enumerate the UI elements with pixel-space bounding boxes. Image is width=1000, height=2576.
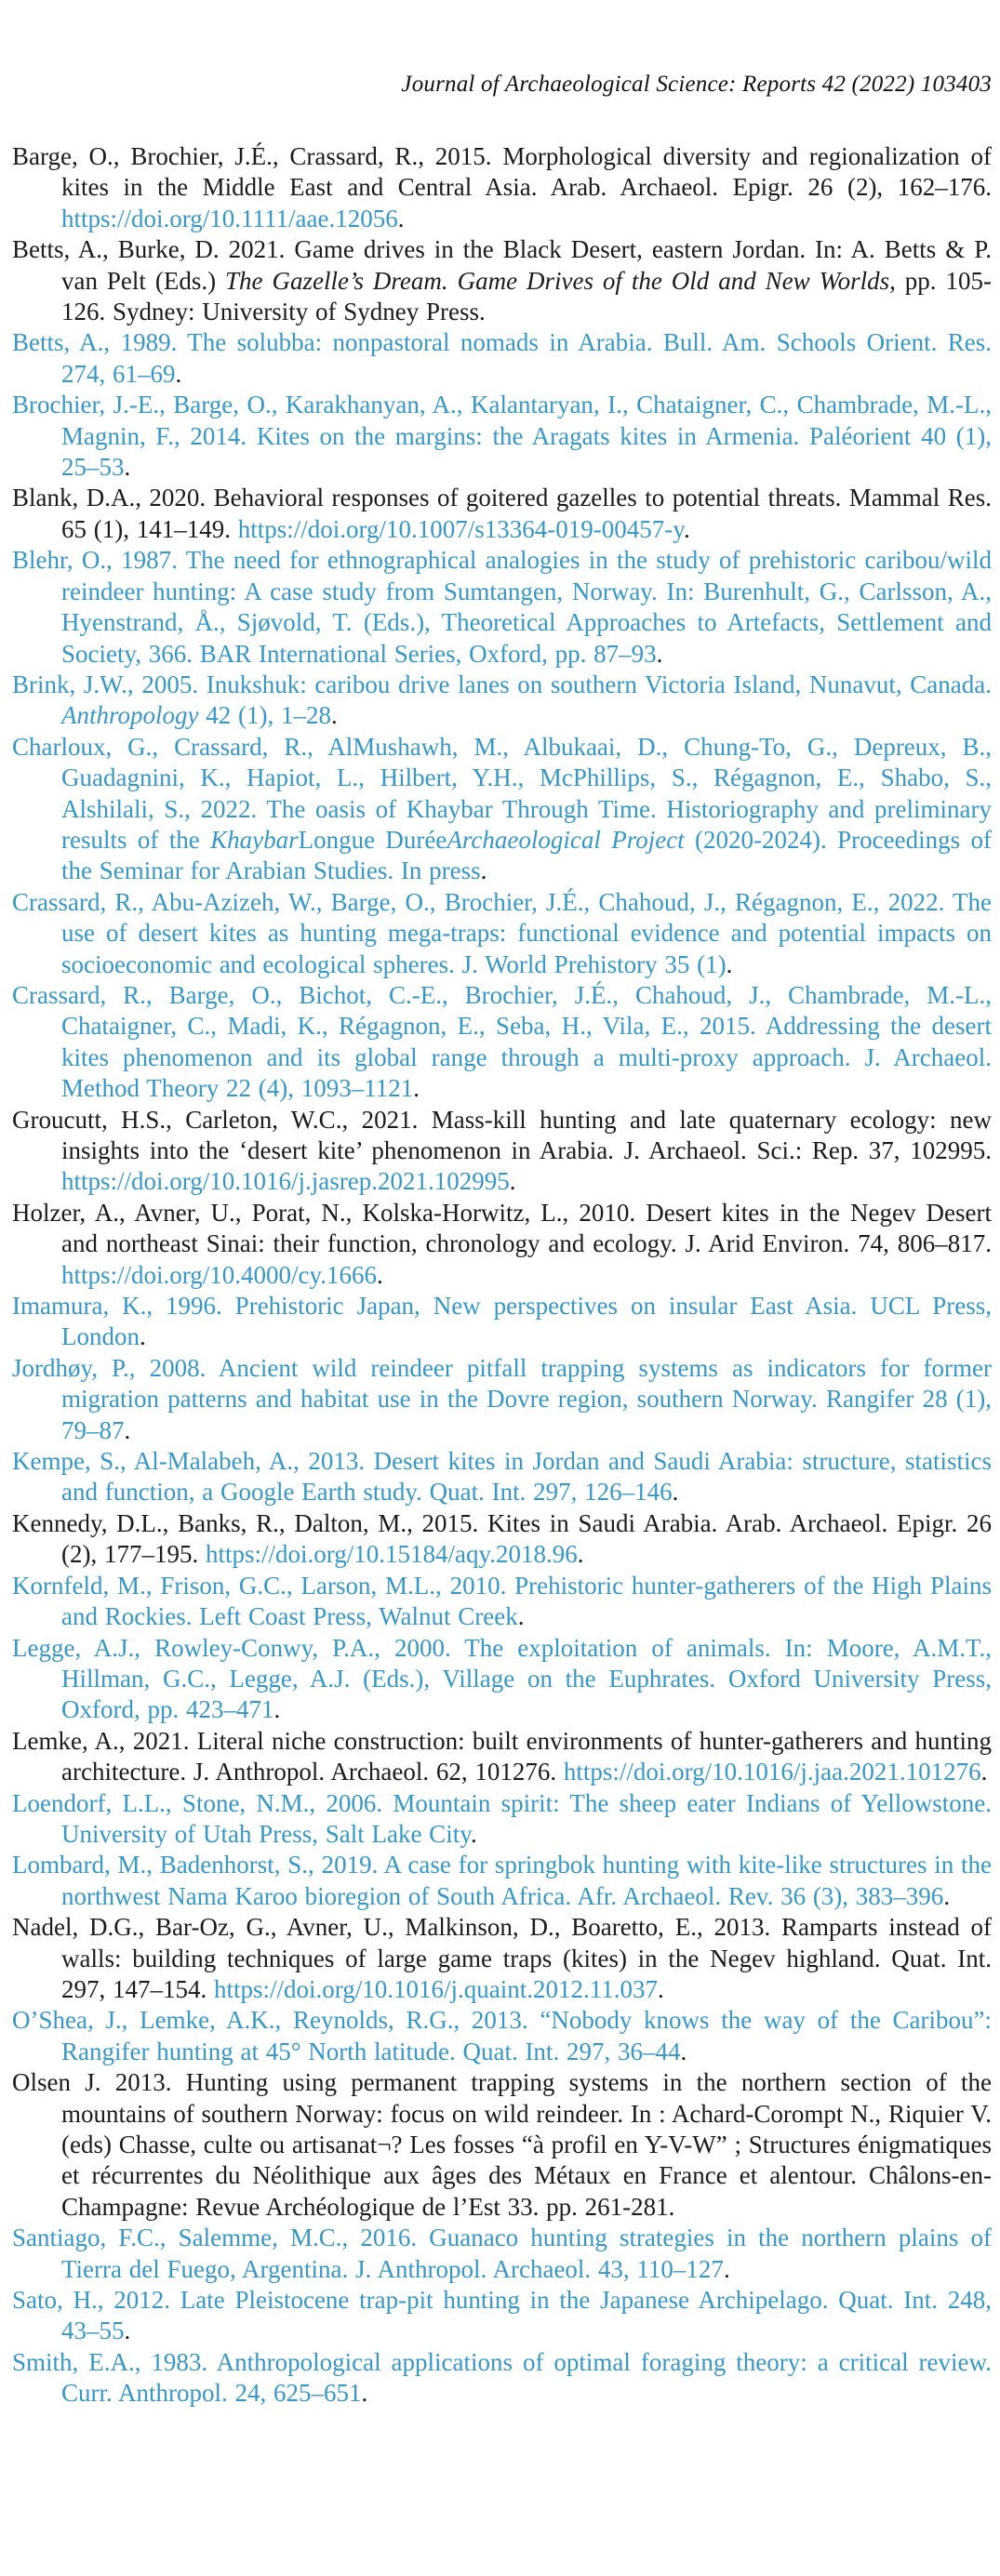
reference-text: . [124, 1415, 131, 1444]
reference-text: . [509, 1167, 516, 1196]
reference-text: . [577, 1540, 584, 1569]
reference-text: . [980, 1758, 988, 1786]
reference-text: . [723, 2254, 730, 2283]
reference-link[interactable]: Sato, H., 2012. Late Pleistocene trap-pit hunting in the Japanese Archipelago. Quat. Int. 248, 43–55 [12, 2286, 992, 2345]
reference-entry [12, 545, 992, 670]
reference-link[interactable]: Crassard, R., Abu-Azizeh, W., Barge, O., Brochier, J.É., Chahoud, J., Régagnon, E., 2022. The use of desert kites as hunting mega-traps: functional evidence and potential impacts on socioeconomic and ecological spheres. J. World Prehistory 35 (1) [12, 887, 992, 978]
reference-entry [12, 1508, 992, 1571]
reference-text: , pp. 105-126. Sydney: University of Sydney Press. [61, 266, 992, 326]
reference-entry [12, 1291, 992, 1353]
reference-entry [12, 1788, 992, 1851]
reference-link[interactable]: Crassard, R., Barge, O., Bichot, C.-E., Brochier, J.É., Chahoud, J., Chambrade, M.-L., Chataigner, C., Madi, K., Régagnon, E., Seba, H., Vila, E., 2015. Addressing the desert kites phenomenon and its global range through a multi-proxy approach. J. Archaeol. Method Theory 22 (4), 1093–1121 [12, 980, 992, 1103]
reference-entry [12, 1912, 992, 2005]
reference-entry [12, 732, 992, 887]
reference-link[interactable]: Legge, A.J., Rowley-Conwy, P.A., 2000. The exploitation of animals. In: Moore, A.M.T., Hillman, G.C., Legge, A.J. (Eds.), Village on the Euphrates. Oxford University Press, Oxford, pp. 423–471 [12, 1633, 992, 1724]
reference-link[interactable]: Blehr, O., 1987. The need for ethnographical analogies in the study of prehistoric caribou/wild reindeer hunting: A case study from Sumtangen, Norway. In: Burenhult, G., Carlsson, A., Hyenstrand, Å., Sjøvold, T. (Eds.), Theoretical Approaches to Artefacts, Settlement and Society, 366. BAR International Series, Oxford, pp. 87–93 [12, 546, 992, 668]
reference-link[interactable]: https://doi.org/10.1016/j.quaint.2012.11.037 [214, 1974, 659, 2003]
reference-entry [12, 1198, 992, 1291]
reference-link[interactable]: O’Shea, J., Lemke, A.K., Reynolds, R.G., 2013. “Nobody knows the way of the Caribou”: Rangifer hunting at 45° North latitude. Quat. Int. 297, 36–44 [12, 2006, 992, 2065]
reference-link[interactable]: Jordhøy, P., 2008. Ancient wild reindeer pitfall trapping systems as indicators for former migration patterns and habitat use in the Dovre region, southern Norway. Rangifer 28 (1), 79–87 [12, 1353, 992, 1444]
reference-entry [12, 670, 992, 732]
reference-link[interactable]: Charloux, G., Crassard, R., AlMushawh, M., Albukaai, D., Chung-To, G., Depreux, B., Guadagnini, K., Hapiot, L., Hilbert, Y.H., McPhillips, S., Régagnon, E., Shabo, S., Alshilali, S., 2022. The oasis of Khaybar Through Time. Historiography and preliminary results of the [12, 732, 992, 854]
reference-entry [12, 1850, 992, 1912]
reference-text: . [124, 453, 131, 482]
reference-link[interactable]: Kempe, S., Al-Malabeh, A., 2013. Desert kites in Jordan and Saudi Arabia: structure, statistics and function, a Google Earth study. Quat. Int. 297, 126–146 [12, 1447, 992, 1507]
reference-entry [12, 2285, 992, 2347]
reference-entry [12, 141, 992, 234]
reference-link[interactable]: Khaybar [210, 825, 299, 854]
reference-link[interactable]: Brink, J.W., 2005. Inukshuk: caribou drive lanes on southern Victoria Island, Nunavut, Canada. [12, 670, 992, 698]
reference-text: . [517, 1602, 525, 1631]
reference-entry [12, 1105, 992, 1198]
reference-text: . [397, 204, 405, 232]
reference-text: . [480, 856, 487, 885]
reference-text: . [124, 2317, 131, 2345]
reference-entry [12, 980, 992, 1105]
reference-text: . [683, 514, 690, 543]
reference-text: Groucutt, H.S., Carleton, W.C., 2021. Mass-kill hunting and late quaternary ecology: new insights into the ‘desert kite’ phenomenon in Arabia. J. Archaeol. Sci.: Rep. 37, 102995. [12, 1105, 992, 1164]
reference-text: . [273, 1695, 281, 1724]
reference-text: . [175, 359, 182, 388]
reference-entry [12, 2005, 992, 2067]
reference-link[interactable]: 42 (1), 1–28 [198, 701, 331, 730]
reference-text: Nadel, D.G., Bar-Oz, G., Avner, U., Malkinson, D., Boaretto, E., 2013. Ramparts instead of walls: building techniques of large game traps (kites) in the Negev highland. Quat. Int. 297, 147–154. [12, 1913, 992, 2003]
reference-text: . [656, 639, 663, 668]
reference-link[interactable]: https://doi.org/10.4000/cy.1666 [61, 1260, 378, 1289]
reference-text: . [680, 2037, 687, 2065]
reference-text: The Gazelle’s Dream. Game Drives of the Old and New Worlds [225, 266, 890, 295]
reference-link[interactable]: https://doi.org/10.15184/aqy.2018.96 [205, 1540, 578, 1569]
reference-entry [12, 1633, 992, 1726]
reference-link[interactable]: Betts, A., 1989. The solubba: nonpastoral nomads in Arabia. Bull. Am. Schools Orient. Res. 274, 61–69 [12, 328, 992, 388]
reference-entry [12, 887, 992, 980]
reference-link[interactable]: https://doi.org/10.1007/s13364-019-00457-y [237, 514, 684, 543]
reference-text: . [361, 2379, 368, 2408]
reference-text: Lemke, A., 2021. Literal niche construction: built environments of hunter-gatherers and hunting architecture. J. Anthropol. Archaeol. 62, 101276. [12, 1726, 992, 1786]
reference-text: Betts, A., Burke, D. 2021. Game drives in the Black Desert, eastern Jordan. In: A. Betts & P. van Pelt (Eds.) [12, 235, 992, 295]
reference-entry [12, 2347, 992, 2410]
reference-link[interactable]: Longue Durée [298, 825, 447, 854]
reference-entry [12, 1353, 992, 1446]
reference-text: . [726, 949, 733, 978]
reference-text: . [943, 1881, 951, 1910]
reference-entry [12, 1571, 992, 1633]
reference-link[interactable]: Archaeological Project [447, 825, 685, 854]
reference-link[interactable]: Lombard, M., Badenhorst, S., 2019. A case for springbok hunting with kite-like structures in the northwest Nama Karoo bioregion of South Africa. Afr. Archaeol. Rev. 36 (3), 383–396 [12, 1851, 992, 1910]
journal-header: Journal of Archaeological Science: Reports 42 (2022) 103403 [401, 72, 992, 97]
reference-text: Barge, O., Brochier, J.É., Crassard, R., 2015. Morphological diversity and regionalization of kites in the Middle East and Central Asia. Arab. Archaeol. Epigr. 26 (2), 162–176. [12, 142, 992, 202]
reference-link[interactable]: Santiago, F.C., Salemme, M.C., 2016. Guanaco hunting strategies in the northern plains of Tierra del Fuego, Argentina. J. Anthropol. Archaeol. 43, 110–127 [12, 2224, 992, 2283]
reference-text: Olsen J. 2013. Hunting using permanent trapping systems in the northern section of the mountains of southern Norway: focus on wild reindeer. In : Achard-Corompt N., Riquier V. (eds) Chasse, culte ou artisanat¬? Les fosses “à profil en Y-V-W” ; Structures énigmatiques et récurrentes du Néolithique aux âges des Métaux en France et alentour. Châlons-en-Champagne: Revue Archéologique de l’Est 33. pp. 261-281. [12, 2068, 992, 2221]
reference-entry [12, 327, 992, 390]
reference-text: . [672, 1478, 679, 1507]
reference-link[interactable]: Brochier, J.-E., Barge, O., Karakhanyan, A., Kalantaryan, I., Chataigner, C., Chambrade, M.-L., Magnin, F., 2014. Kites on the margins: the Aragats kites in Armenia. Paléorient 40 (1), 25–53 [12, 391, 992, 482]
reference-entry [12, 234, 992, 327]
reference-link[interactable]: https://doi.org/10.1016/j.jaa.2021.101276 [563, 1758, 981, 1786]
reference-link[interactable]: Loendorf, L.L., Stone, N.M., 2006. Mountain spirit: The sheep eater Indians of Yellowstone. University of Utah Press, Salt Lake City [12, 1788, 992, 1848]
reference-link[interactable]: https://doi.org/10.1016/j.jasrep.2021.102995 [61, 1167, 510, 1196]
references-list [12, 141, 992, 2410]
reference-link[interactable]: Smith, E.A., 1983. Anthropological applications of optimal foraging theory: a critical review. Curr. Anthropol. 24, 625–651 [12, 2347, 992, 2408]
reference-link[interactable]: Anthropology [61, 701, 199, 730]
reference-link[interactable]: Imamura, K., 1996. Prehistoric Japan, New perspectives on insular East Asia. UCL Press, London [12, 1292, 992, 1351]
reference-text: . [377, 1260, 383, 1289]
reference-entry [12, 390, 992, 483]
reference-entry [12, 483, 992, 545]
reference-text: . [658, 1974, 664, 2003]
reference-link[interactable]: Kornfeld, M., Frison, G.C., Larson, M.L., 2010. Prehistoric hunter-gatherers of the High Plains and Rockies. Left Coast Press, Walnut Creek [12, 1571, 992, 1631]
reference-text: . [140, 1322, 146, 1351]
reference-text: Holzer, A., Avner, U., Porat, N., Kolska-Horwitz, L., 2010. Desert kites in the Negev Desert and northeast Sinai: their function, chronology and ecology. J. Arid Environ. 74, 806–817. [12, 1198, 992, 1258]
reference-entry [12, 2223, 992, 2285]
reference-text: Kennedy, D.L., Banks, R., Dalton, M., 2015. Kites in Saudi Arabia. Arab. Archaeol. Epigr. 26 (2), 177–195. [12, 1508, 992, 1569]
reference-text: . [413, 1074, 420, 1103]
reference-text: Blank, D.A., 2020. Behavioral responses of goitered gazelles to potential threats. Mammal Res. 65 (1), 141–149. [12, 484, 992, 543]
reference-entry [12, 2067, 992, 2223]
reference-text: . [470, 1819, 477, 1848]
reference-entry [12, 1446, 992, 1508]
reference-text: . [330, 701, 338, 730]
reference-link[interactable]: (2020-2024). Proceedings of the Seminar for Arabian Studies. In press [61, 825, 992, 885]
reference-link[interactable]: https://doi.org/10.1111/aae.12056 [61, 204, 398, 232]
reference-entry [12, 1726, 992, 1788]
